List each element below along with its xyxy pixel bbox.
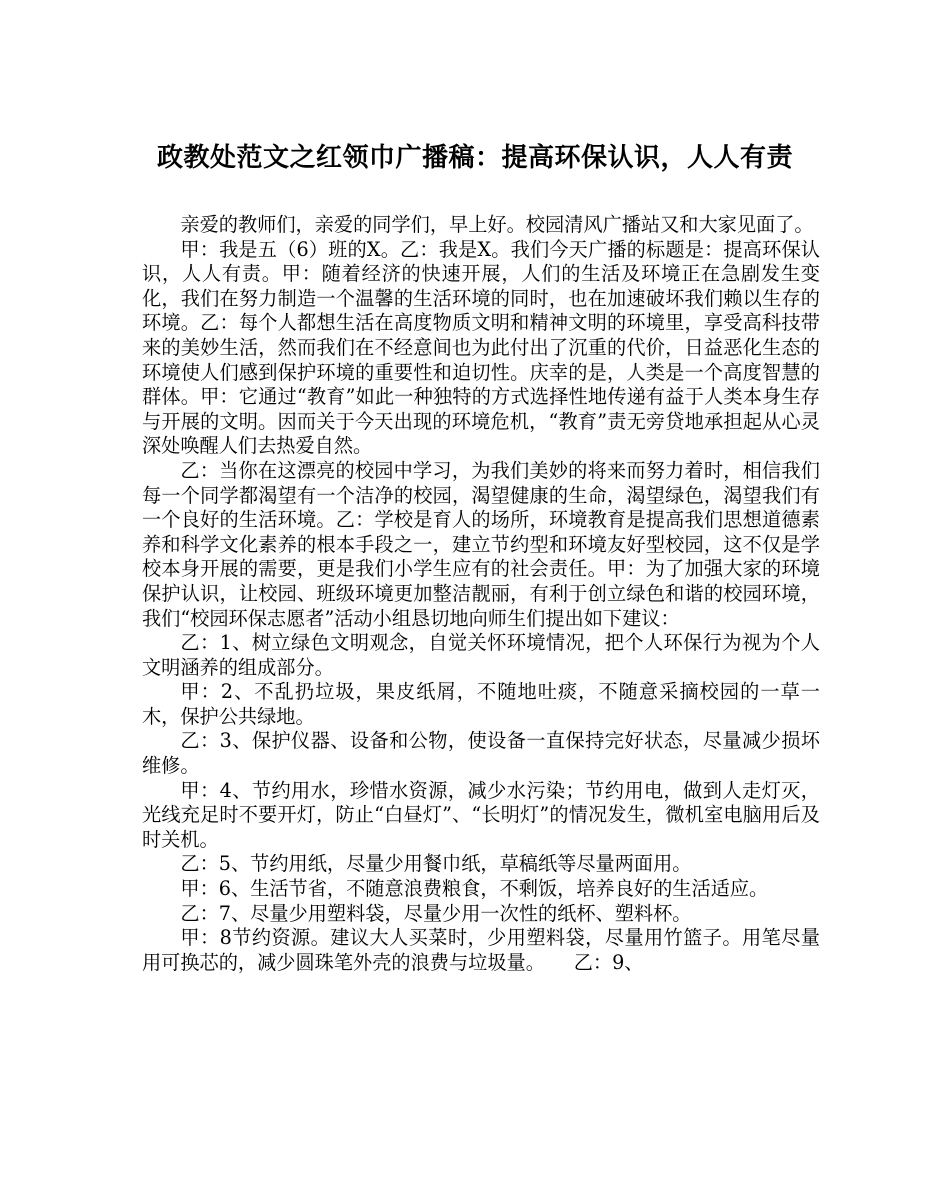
paragraph: 乙：3、保护仪器、设备和公物，使设备一直保持完好状态，尽量减少损坏维修。 [142, 729, 820, 778]
paragraph: 甲：6、生活节省，不随意浪费粮食，不剩饭，培养良好的生活适应。 [180, 877, 769, 901]
paragraph: 甲：4、节约用水，珍惜水资源，减少水污染；节约用电，做到人走灯灭，光线充足时不要开灯，防止“白昼灯”、“长明灯”的情况发生，微机室电脑用后及时关机。 [142, 778, 820, 851]
paragraph: 甲：我是五（6）班的X。乙：我是X。我们今天广播的标题是：提高环保认识，人人有责。甲：随着经济的快速开展，人们的生活及环境正在急剧发生变化，我们在努力制造一个温馨的生活环境的同时，也在加速破坏我们赖以生存的环境。乙：每个人都想生活在高度物质文明和精神文明的环境里，享受高科技带来的美妙生活，然而我们在不经意间也为此付出了沉重的代价，日益恶化生态的环境使人们感到保护环境的重要性和迫切性。庆幸的是，人类是一个高度智慧的群体。甲：它通过“教育”如此一种独特的方式选择性地传递有益于人类本身生存与开展的文明。因而关于今天出现的环境危机，“教育”责无旁贷地承担起从心灵深处唤醒人们去热爱自然。 [142, 237, 820, 458]
paragraph: 乙：1、树立绿色文明观念，自觉关怀环境情况，把个人环保行为视为个人文明涵养的组成部分。 [142, 631, 820, 679]
paragraph: 甲：2、不乱扔垃圾，果皮纸屑，不随地吐痰，不随意采摘校园的一草一木，保护公共绿地。 [142, 680, 820, 728]
paragraph: 乙：7、尽量少用塑料袋，尽量少用一次性的纸杯、塑料杯。 [180, 901, 692, 925]
paragraph: 亲爱的教师们，亲爱的同学们，早上好。校园清风广播站又和大家见面了。 [180, 213, 814, 236]
document-title: 政教处范文之红领巾广播稿：提高环保认识，人人有责 [156, 143, 793, 173]
document-body [142, 213, 820, 975]
paragraph: 乙：5、节约用纸，尽量少用餐巾纸，草稿纸等尽量两面用。 [180, 852, 692, 876]
paragraph: 甲：8节约资源。建议大人买菜时，少用塑料袋，尽量用竹篮子。用笔尽量用可换芯的，减少圆珠笔外壳的浪费与垃圾量。 乙：9、 [142, 926, 820, 974]
paragraph: 乙：当你在这漂亮的校园中学习，为我们美妙的将来而努力着时，相信我们每一个同学都渴望有一个洁净的校园，渴望健康的生命，渴望绿色，渴望我们有一个良好的生活环境。乙：学校是育人的场所，环境教育是提高我们思想道德素养和科学文化素养的根本手段之一，建立节约型和环境友好型校园，这不仅是学校本身开展的需要，更是我们小学生应有的社会责任。甲：为了加强大家的环境保护认识，让校园、班级环境更加整洁靓丽，有利于创立绿色和谐的校园环境，我们“校园环保志愿者”活动小组恳切地向师生们提出如下建议： [142, 458, 820, 630]
